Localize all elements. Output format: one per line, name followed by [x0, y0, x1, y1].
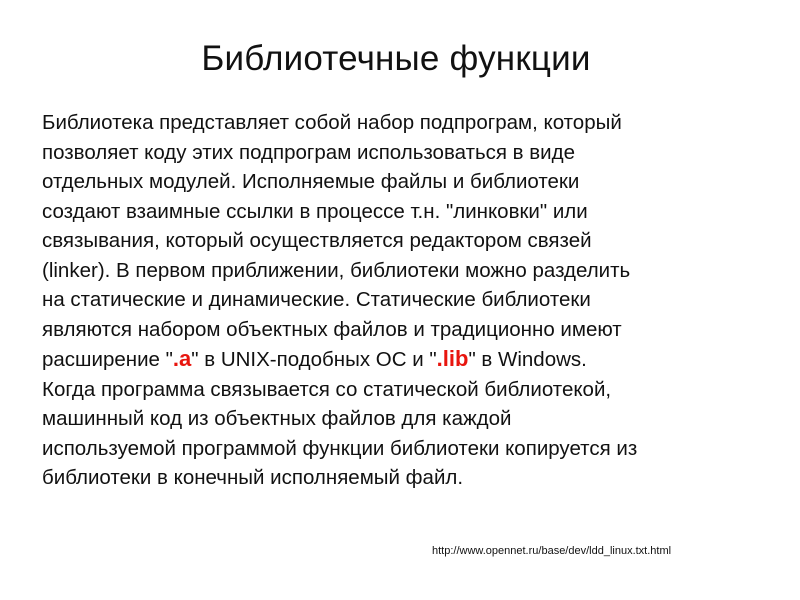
- body-line: используемой программой функции библиотеки копируется из: [42, 436, 638, 460]
- body-line: Библиотека представляет собой набор подпрограм, который: [42, 111, 622, 134]
- extension-text: " в Windows.: [468, 348, 587, 371]
- body-line: являются набором объектных файлов и традиционно имеют: [42, 317, 622, 341]
- body-line: связывания, который осуществляется редактором связей: [42, 229, 592, 252]
- body-line: машинный код из объектных файлов для каждой: [42, 407, 512, 430]
- slide-body: [42, 108, 782, 493]
- extension-lib-highlight: .lib: [436, 346, 469, 371]
- body-line: (linker). В первом приближении, библиотеки можно разделить: [42, 258, 631, 282]
- extension-text: " в UNIX-подобных ОС и ": [191, 348, 437, 371]
- body-line: библиотеки в конечный исполняемый файл.: [42, 466, 464, 489]
- source-url-link[interactable]: http://www.opennet.ru/base/dev/ldd_linux.txt.html: [432, 545, 672, 557]
- body-line: позволяет коду этих подпрограм использоваться в виде: [42, 140, 575, 164]
- extension-a-highlight: .a: [172, 346, 192, 371]
- body-line: отдельных модулей. Исполняемые файлы и библиотеки: [42, 170, 580, 193]
- extension-line: [42, 344, 782, 375]
- body-line: Когда программа связывается со статической библиотекой,: [42, 377, 612, 401]
- extension-text: расширение ": [42, 348, 173, 371]
- body-line: создают взаимные ссылки в процессе т.н. "линковки" или: [42, 199, 588, 223]
- slide-title: Библиотечные функции: [201, 39, 591, 78]
- body-line: на статические и динамические. Статические библиотеки: [42, 288, 591, 311]
